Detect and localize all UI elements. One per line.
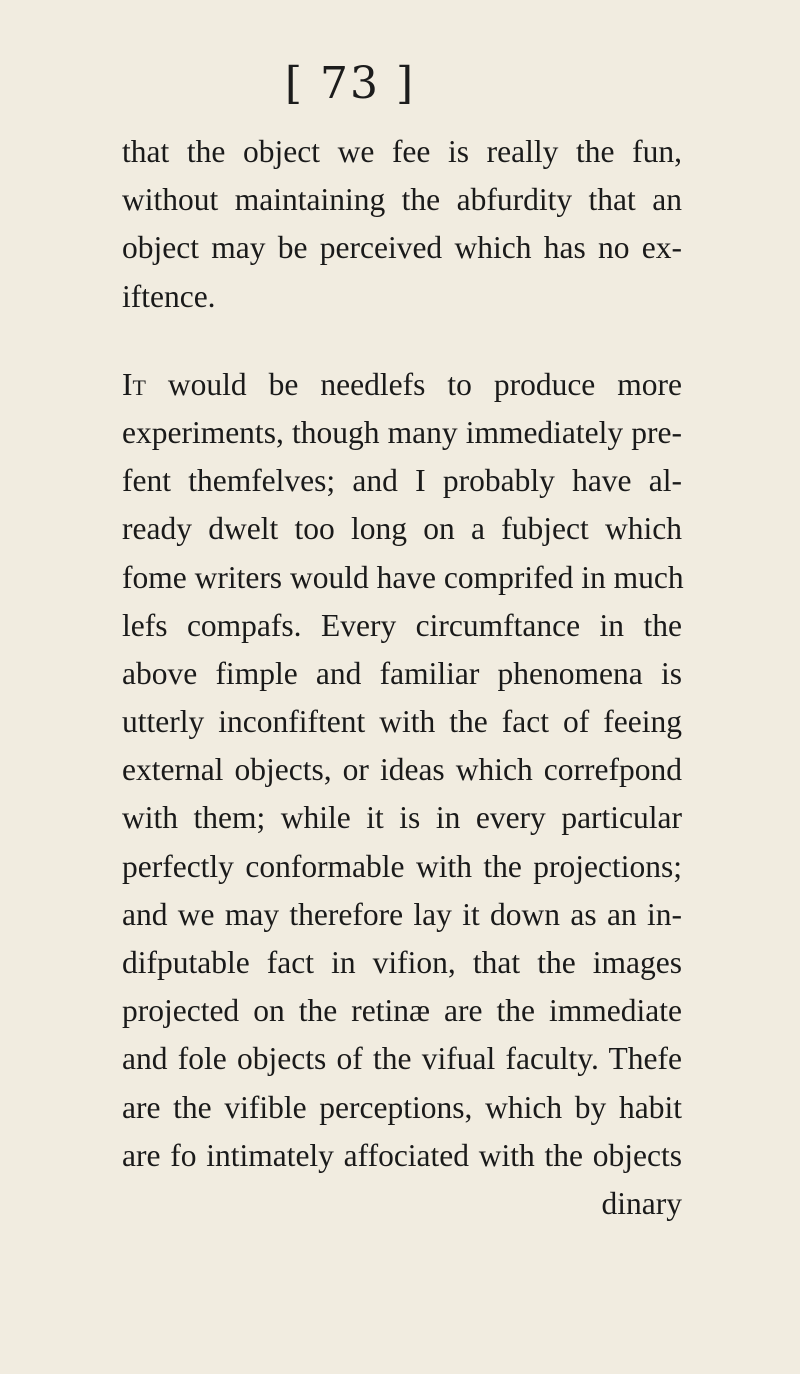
text-line: external objects, or ideas which correfpond bbox=[122, 752, 682, 788]
opening-word: It bbox=[122, 366, 146, 402]
text-line: perfectly conformable with the projections; bbox=[122, 848, 682, 884]
text-line: projected on the retinæ are the immediate bbox=[122, 993, 682, 1029]
text-line: that the object we fee is really the fun, bbox=[122, 134, 682, 169]
text-line: utterly inconfiftent with the fact of feeing bbox=[122, 704, 682, 740]
text-line: with them; while it is in every particular bbox=[122, 800, 682, 836]
text-line: object may be perceived which has no ex- bbox=[122, 230, 682, 266]
text-line: fome writers would have comprifed in much bbox=[122, 559, 684, 595]
text-line-opening bbox=[122, 361, 682, 409]
text-line: difputable fact in vifion, that the images bbox=[122, 945, 682, 980]
text-line: are the vifible perceptions, which by habit bbox=[122, 1089, 682, 1125]
text-line: fent themfelves; and I probably have al- bbox=[122, 463, 682, 499]
opening-line-rest: would be needlefs to produce more bbox=[145, 366, 682, 402]
text-line: without maintaining the abfurdity that an bbox=[122, 182, 682, 218]
paragraph-gap bbox=[122, 321, 682, 361]
page-number: [ 73 ] bbox=[284, 58, 416, 109]
text-line: iftence. bbox=[122, 278, 216, 314]
body-text bbox=[122, 128, 682, 1228]
text-line: and we may therefore lay it down as an in- bbox=[122, 896, 682, 932]
text-line: lefs compafs. Every circumftance in the bbox=[122, 607, 682, 643]
text-line: above fimple and familiar phenomena is bbox=[122, 655, 682, 691]
text-line: are fo intimately affociated with the objects bbox=[122, 1137, 682, 1173]
catchword: dinary bbox=[601, 1185, 682, 1221]
text-line: ready dwelt too long on a fubject which bbox=[122, 511, 682, 547]
text-line: experiments, though many immediately pre- bbox=[122, 414, 682, 450]
text-line: and fole objects of the vifual faculty. Thefe bbox=[122, 1041, 682, 1077]
